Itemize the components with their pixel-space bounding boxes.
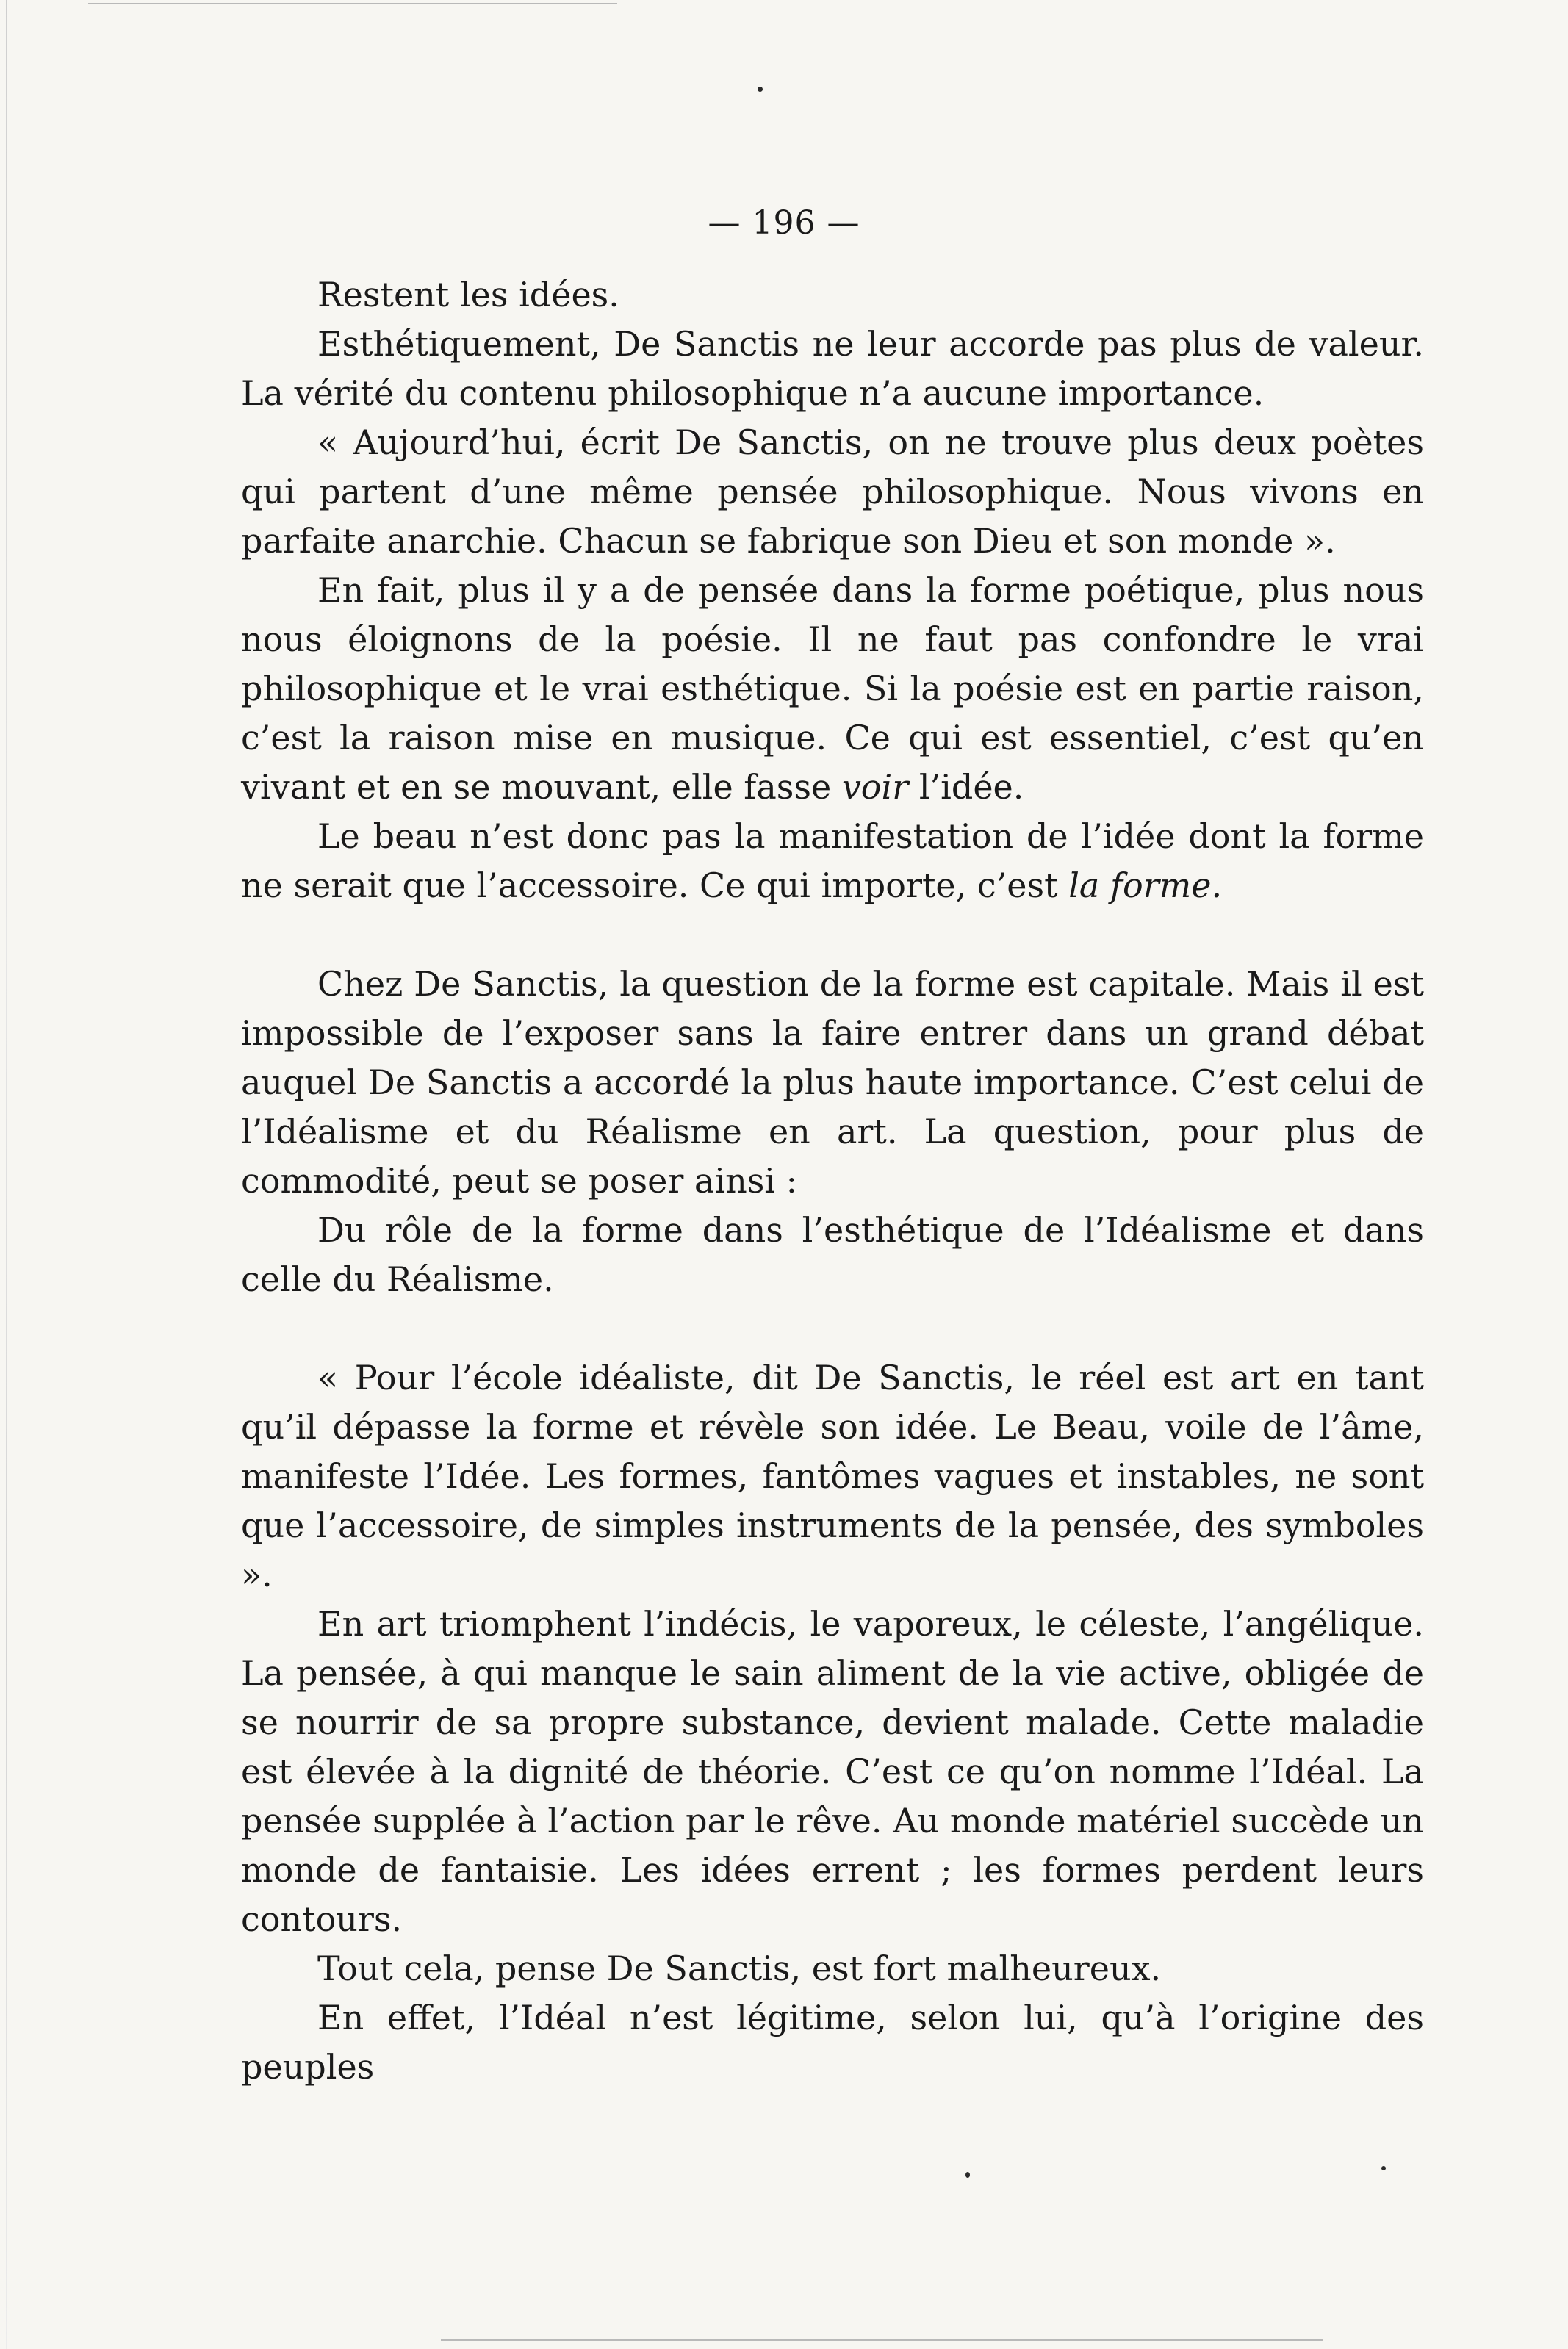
- section-gap: [241, 1304, 1424, 1353]
- italic-phrase: la forme.: [1068, 866, 1223, 905]
- bottom-scan-line: [441, 2339, 1323, 2341]
- body-text: [241, 270, 1424, 2092]
- top-scan-line: [88, 3, 617, 4]
- paragraph: Restent les idées.: [317, 275, 619, 314]
- paragraph: En effet, l’Idéal n’est légitime, selon lui, qu’à l’origine des peuples: [241, 1998, 1424, 2087]
- paragraph: [241, 566, 1424, 812]
- paragraph: Chez De Sanctis, la question de la forme est capitale. Mais il est impossible de l’exposer sans la faire entrer dans un grand débat auquel De Sanctis a accordé la plus haute importance. C’est celui de l’Idéalisme et du Réalisme en art. La question, pour plus de commodité, peut se poser ainsi :: [241, 964, 1424, 1201]
- paragraph: « Pour l’école idéaliste, dit De Sanctis, le réel est art en tant qu’il dépasse la forme et révèle son idée. Le Beau, voile de l’âme, manifeste l’Idée. Les formes, fantômes vagues et instables, ne sont que l’accessoire, de simples instruments de la pensée, des symboles ».: [241, 1358, 1424, 1594]
- ink-speck: [965, 2172, 970, 2178]
- paragraph: Tout cela, pense De Sanctis, est fort malheureux.: [317, 1949, 1162, 1988]
- ink-speck: [1381, 2166, 1386, 2170]
- paragraph-text: l’idée.: [908, 767, 1024, 807]
- paragraph: « Aujourd’hui, écrit De Sanctis, on ne trouve plus deux poètes qui partent d’une même pensée philosophique. Nous vivons en parfaite anarchie. Chacun se fabrique son Dieu et son monde ».: [241, 422, 1424, 561]
- paragraph: Esthétiquement, De Sanctis ne leur accorde pas plus de valeur. La vérité du contenu philosophique n’a aucune importance.: [241, 324, 1424, 413]
- ink-speck: [758, 87, 763, 92]
- section-gap: [241, 910, 1424, 960]
- page-edge-shadow: [6, 0, 7, 2349]
- paragraph-text: Le beau n’est donc pas la manifestation de l’idée dont la forme ne serait que l’accessoire. Ce qui importe, c’est: [241, 816, 1424, 905]
- paragraph: En art triomphent l’indécis, le vaporeux, le céleste, l’angélique. La pensée, à qui manque le sain aliment de la vie active, obligée de se nourrir de sa propre substance, devient malade. Cette maladie est élevée à la dignité de théorie. C’est ce qu’on nomme l’Idéal. La pensée supplée à l’action par le rêve. Au monde matériel succède un monde de fantaisie. Les idées errent ; les formes perdent leurs contours.: [241, 1604, 1424, 1939]
- italic-word: voir: [841, 767, 909, 807]
- page-number: — 196 —: [708, 204, 860, 242]
- paragraph: [241, 812, 1424, 910]
- paragraph-text: En fait, plus il y a de pensée dans la forme poétique, plus nous nous éloignons de la poésie. Il ne faut pas confondre le vrai philosophique et le vrai esthétique. Si la poésie est en partie raison, c’est la raison mise en musique. Ce qui est essentiel, c’est qu’en vivant et en se mouvant, elle fasse: [241, 570, 1424, 807]
- paragraph: Du rôle de la forme dans l’esthétique de l’Idéalisme et dans celle du Réalisme.: [241, 1210, 1424, 1299]
